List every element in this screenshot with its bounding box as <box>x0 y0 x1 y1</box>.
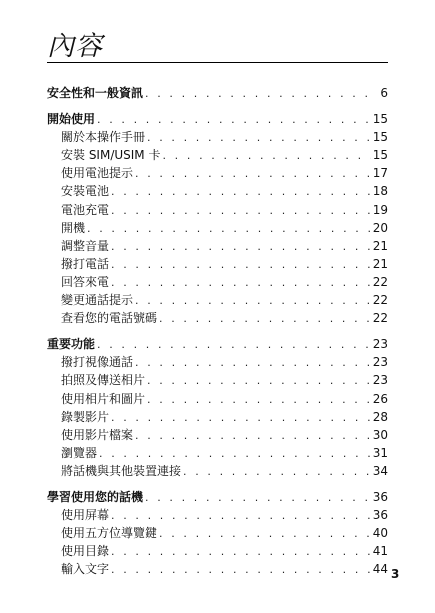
toc-entry-page: 23 <box>372 373 388 388</box>
toc-entry-label: 使用電池提示 <box>61 166 134 181</box>
toc-entry[interactable] <box>47 291 388 309</box>
dot-leader <box>111 183 371 201</box>
toc-entry-page: 31 <box>372 445 388 460</box>
dot-leader <box>147 391 371 409</box>
toc-entry-label: 重要功能 <box>47 337 96 352</box>
dot-leader <box>97 336 371 354</box>
toc-entry-label: 瀏覽器 <box>61 445 98 460</box>
toc-entry-label: 錄製影片 <box>61 409 110 424</box>
toc-entry-page: 41 <box>372 544 388 559</box>
toc-entry[interactable] <box>47 506 388 524</box>
page-title: 內容 <box>47 31 103 62</box>
toc-entry-label: 調整音量 <box>61 238 110 253</box>
toc-entry-label: 開始使用 <box>47 112 96 127</box>
toc-entry[interactable] <box>47 219 388 237</box>
dot-leader <box>99 445 371 463</box>
dot-leader <box>135 292 371 310</box>
toc-entry-label: 使用目錄 <box>61 544 110 559</box>
toc-entry-label: 拍照及傳送相片 <box>61 373 146 388</box>
toc-entry-page: 22 <box>372 311 388 326</box>
dot-leader <box>159 525 371 543</box>
toc-entry[interactable] <box>47 128 388 146</box>
dot-leader <box>87 220 371 238</box>
toc-entry-label: 使用影片檔案 <box>61 427 134 442</box>
toc-entry-label: 變更通話提示 <box>61 293 134 308</box>
toc-entry[interactable] <box>47 462 388 480</box>
toc-entry-label: 輸入文字 <box>61 562 110 577</box>
dot-leader <box>135 354 371 372</box>
dot-leader <box>162 147 370 165</box>
toc-entry-page: 15 <box>372 148 388 163</box>
toc-entry-page: 36 <box>372 508 388 523</box>
toc-entry[interactable] <box>47 255 388 273</box>
toc-entry[interactable] <box>47 426 388 444</box>
toc-entry-label: 電池充電 <box>61 202 110 217</box>
toc-entry[interactable] <box>47 408 388 426</box>
dot-leader <box>111 202 371 220</box>
toc-entry[interactable] <box>47 524 388 542</box>
toc-entry-label: 安裝 SIM/USIM 卡 <box>61 148 161 163</box>
toc-entry[interactable] <box>47 164 388 182</box>
toc-entry[interactable] <box>47 353 388 371</box>
toc-entry-page: 22 <box>372 293 388 308</box>
toc-entry[interactable] <box>47 201 388 219</box>
toc-entry-label: 開機 <box>61 220 86 235</box>
toc-entry-page: 30 <box>372 427 388 442</box>
dot-leader <box>111 561 371 579</box>
toc-entry-page: 21 <box>372 256 388 271</box>
dot-leader <box>135 165 371 183</box>
dot-leader <box>145 85 372 103</box>
toc-entry-page: 36 <box>372 489 388 504</box>
dot-leader <box>111 256 371 274</box>
toc-entry-page: 23 <box>372 337 388 352</box>
toc-entry-label: 安裝電池 <box>61 184 110 199</box>
toc-entry[interactable] <box>47 371 388 389</box>
dot-leader <box>135 427 371 445</box>
dot-leader <box>183 463 371 481</box>
toc-entry[interactable] <box>47 444 388 462</box>
toc-entry-page: 23 <box>372 355 388 370</box>
toc-entry-page: 15 <box>372 130 388 145</box>
toc-entry-label: 查看您的電話號碼 <box>61 311 158 326</box>
toc-entry-page: 28 <box>372 409 388 424</box>
toc-entry-page: 40 <box>372 526 388 541</box>
toc-section-entry[interactable] <box>47 488 388 506</box>
toc-entry-page: 26 <box>372 391 388 406</box>
toc-section-entry[interactable] <box>47 335 388 353</box>
toc-entry-page: 6 <box>380 86 388 100</box>
toc-entry-label: 使用屏幕 <box>61 508 110 523</box>
dot-leader <box>97 111 371 129</box>
toc-entry-label: 回答來電 <box>61 274 110 289</box>
toc-entry-label: 安全性和一般資訊 <box>47 86 144 100</box>
toc-section-entry[interactable] <box>47 110 388 128</box>
toc-entry-page: 34 <box>372 463 388 478</box>
dot-leader <box>111 274 371 292</box>
toc-entry[interactable] <box>47 542 388 560</box>
dot-leader <box>111 409 371 427</box>
dot-leader <box>111 543 371 561</box>
toc-entry[interactable] <box>47 309 388 327</box>
dot-leader <box>145 489 371 507</box>
page-number: 3 <box>391 567 400 581</box>
toc-section-entry[interactable] <box>47 84 388 102</box>
toc-entry-label: 撥打視像通話 <box>61 355 134 370</box>
table-of-contents <box>47 84 388 578</box>
toc-entry-label: 將話機與其他裝置連接 <box>61 463 182 478</box>
toc-entry[interactable] <box>47 390 388 408</box>
dot-leader <box>111 507 371 525</box>
toc-entry-label: 關於本操作手冊 <box>61 130 146 145</box>
toc-entry-page: 15 <box>372 112 388 127</box>
toc-entry[interactable] <box>47 237 388 255</box>
toc-entry-label: 使用相片和圖片 <box>61 391 146 406</box>
dot-leader <box>111 238 371 256</box>
toc-entry-page: 18 <box>372 184 388 199</box>
toc-entry[interactable] <box>47 273 388 291</box>
dot-leader <box>147 129 371 147</box>
dot-leader <box>147 372 371 390</box>
toc-entry-label: 學習使用您的話機 <box>47 489 144 504</box>
dot-leader <box>159 310 371 328</box>
toc-entry-page: 17 <box>372 166 388 181</box>
toc-entry-page: 19 <box>372 202 388 217</box>
toc-entry-page: 21 <box>372 238 388 253</box>
toc-entry-label: 撥打電話 <box>61 256 110 271</box>
toc-entry-page: 20 <box>372 220 388 235</box>
toc-entry-label: 使用五方位導覽鍵 <box>61 526 158 541</box>
toc-entry-page: 22 <box>372 274 388 289</box>
toc-entry[interactable] <box>47 560 388 578</box>
title-underline <box>47 62 388 63</box>
toc-entry[interactable] <box>47 146 388 164</box>
toc-entry-page: 44 <box>372 562 388 577</box>
toc-entry[interactable] <box>47 182 388 200</box>
